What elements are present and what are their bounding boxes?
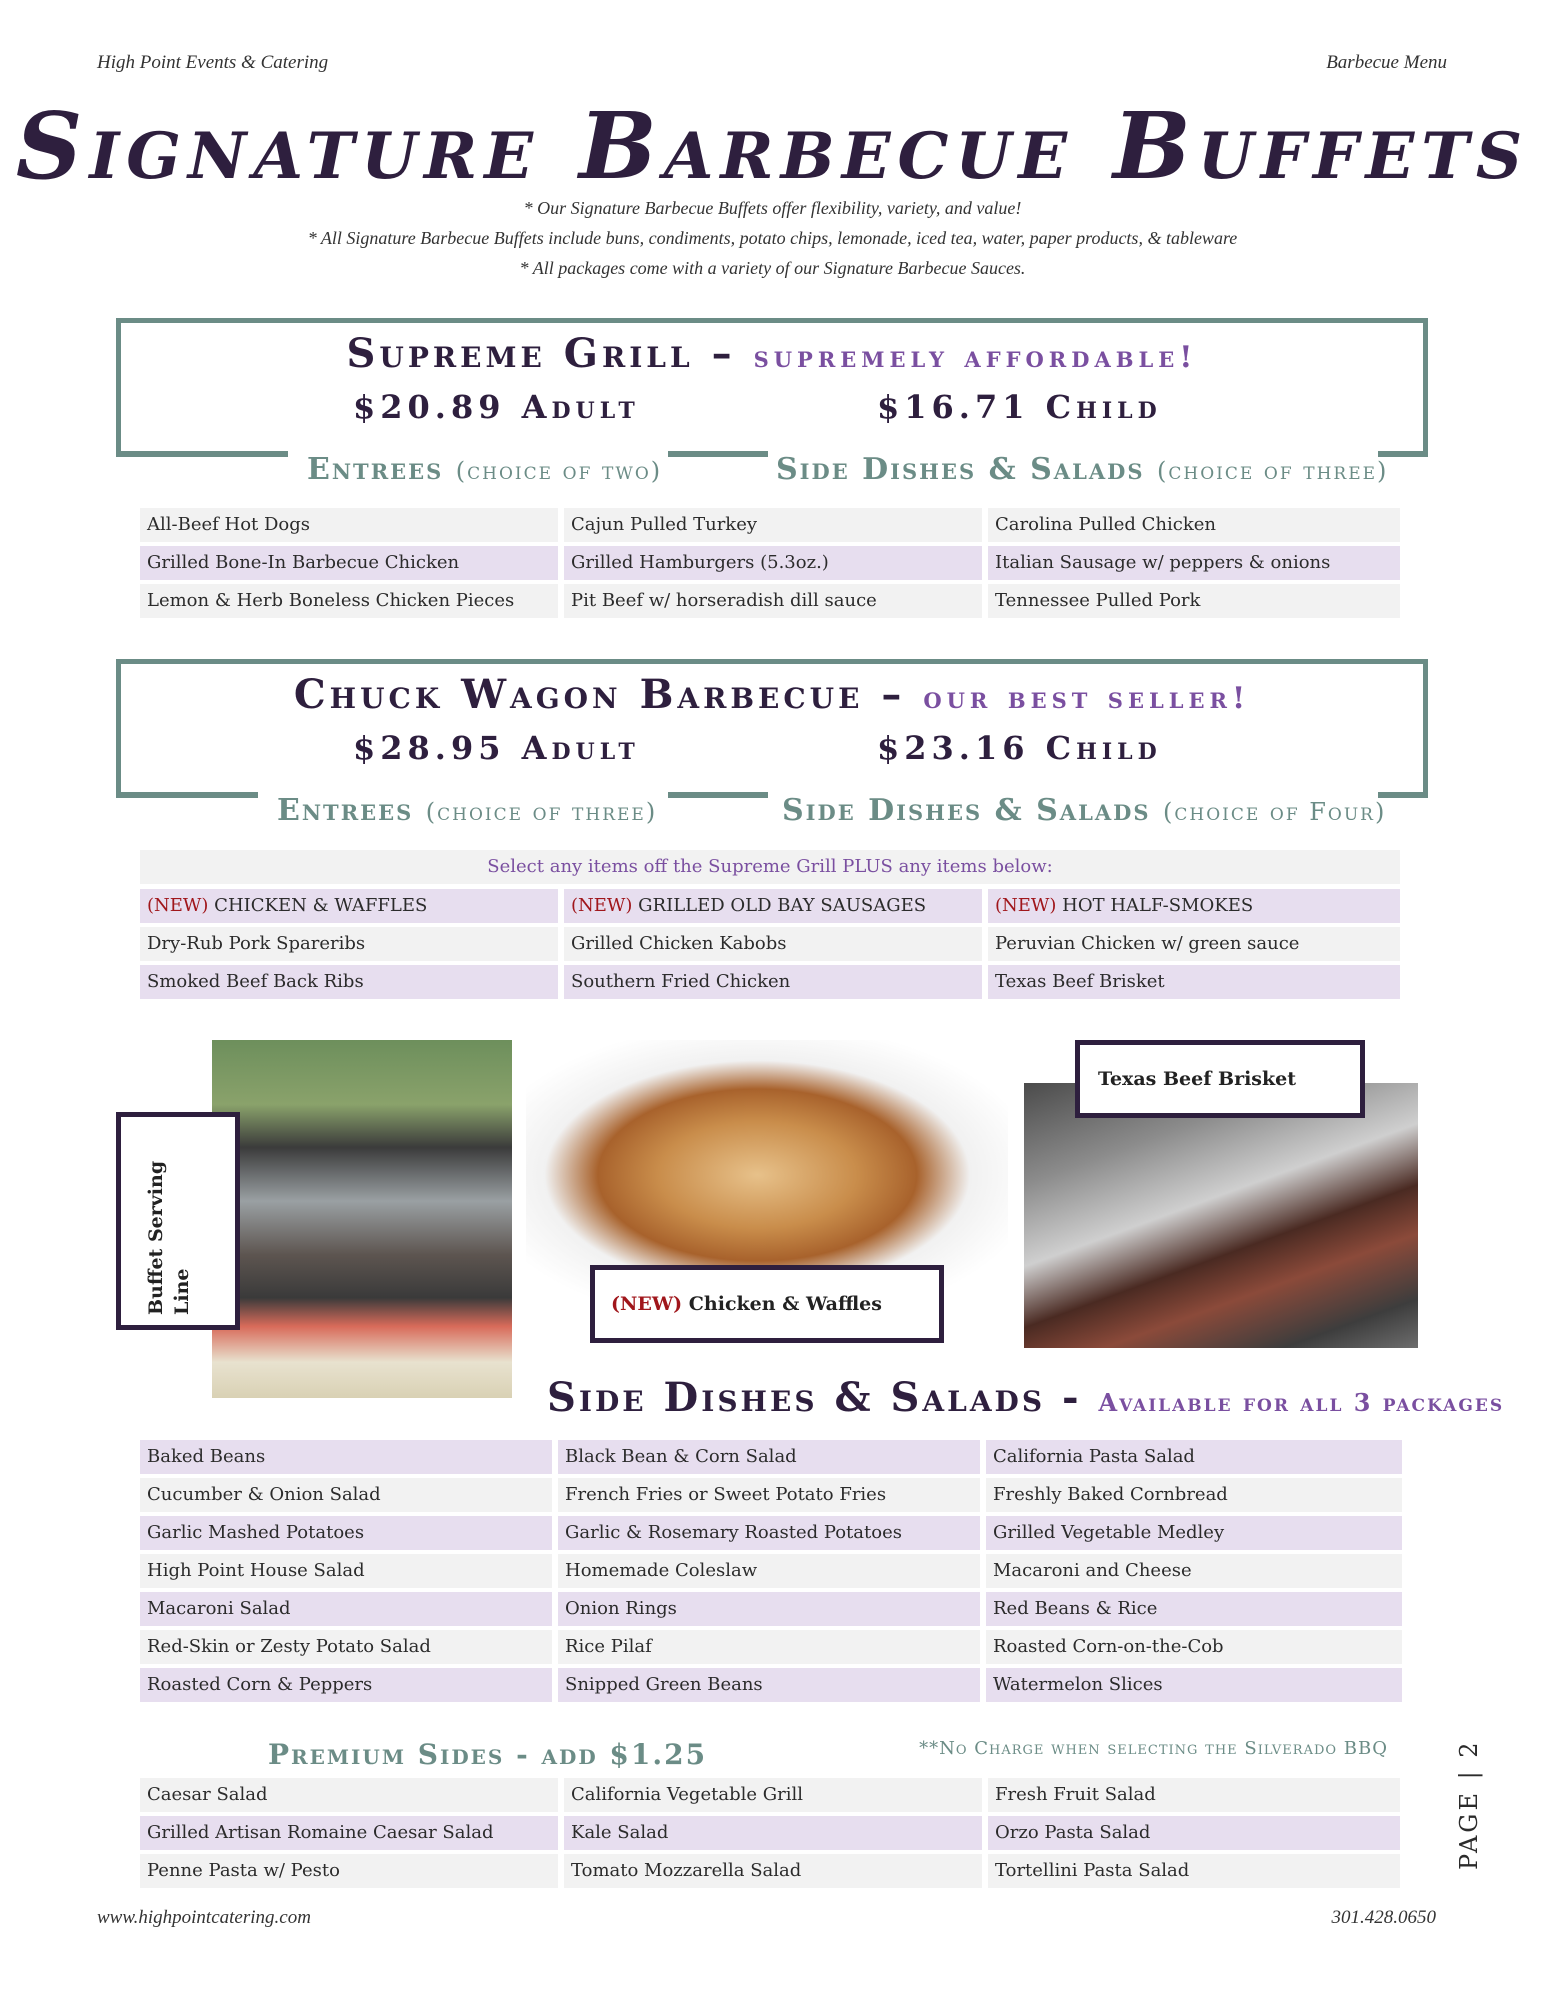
- package-tagline: supremely affordable!: [753, 340, 1198, 375]
- page-number: PAGE | 2: [1455, 1739, 1483, 1870]
- side-item: Freshly Baked Cornbread: [986, 1478, 1402, 1512]
- side-item: Macaroni Salad: [140, 1592, 552, 1626]
- side-item: Roasted Corn-on-the-Cob: [986, 1630, 1402, 1664]
- side-item: Cucumber & Onion Salad: [140, 1478, 552, 1512]
- package-tagline: our best seller!: [923, 681, 1251, 716]
- buffet-photo-caption: [116, 1112, 240, 1330]
- menu-item: Texas Beef Brisket: [988, 965, 1400, 999]
- sides-items-grid: [140, 1440, 1402, 1702]
- menu-item: Pit Beef w/ horseradish dill sauce: [564, 584, 982, 618]
- side-item: Red-Skin or Zesty Potato Salad: [140, 1630, 552, 1664]
- header-company: High Point Events & Catering: [97, 52, 329, 73]
- supreme-entrees-heading: [307, 452, 662, 487]
- menu-item: Cajun Pulled Turkey: [564, 508, 982, 542]
- sides-label: Side Dishes & Salads: [782, 793, 1151, 828]
- entrees-choice: (choice of three): [425, 798, 658, 826]
- new-tag: (NEW): [611, 1293, 683, 1315]
- menu-item-new: [988, 889, 1400, 923]
- chuck-child-price: $23.16 Child: [877, 729, 1162, 767]
- package-name: Supreme Grill: [346, 330, 694, 377]
- menu-item: Southern Fried Chicken: [564, 965, 982, 999]
- note-line: * All Signature Barbecue Buffets include buns, condiments, potato chips, lemonade, iced tea, water, paper products, & tableware: [307, 228, 1238, 248]
- side-item: California Pasta Salad: [986, 1440, 1402, 1474]
- header-menu-name: Barbecue Menu: [1326, 52, 1447, 73]
- frame-segment: [116, 451, 288, 457]
- premium-item: Tortellini Pasta Salad: [988, 1854, 1400, 1888]
- menu-item-new: [564, 889, 982, 923]
- supreme-child-price: $16.71 Child: [877, 388, 1162, 426]
- side-item: Macaroni and Cheese: [986, 1554, 1402, 1588]
- menu-item: Grilled Chicken Kabobs: [564, 927, 982, 961]
- brisket-photo-caption: [1075, 1040, 1365, 1118]
- entrees-label: Entrees: [277, 793, 414, 828]
- page-title: Signature Barbecue Buffets: [15, 92, 1530, 200]
- chuck-entrees-heading: [277, 793, 657, 828]
- side-item: Grilled Vegetable Medley: [986, 1516, 1402, 1550]
- side-item: French Fries or Sweet Potato Fries: [558, 1478, 980, 1512]
- menu-item: Smoked Beef Back Ribs: [140, 965, 558, 999]
- new-tag: (NEW): [147, 895, 209, 916]
- chuck-promo-line: Select any items off the Supreme Grill PLUS any items below:: [140, 850, 1400, 884]
- side-item: Onion Rings: [558, 1592, 980, 1626]
- supreme-sides-heading: [776, 452, 1388, 487]
- chuck-title: [116, 671, 1428, 718]
- title-dash: –: [711, 330, 736, 377]
- premium-item: Kale Salad: [564, 1816, 982, 1850]
- side-item: Red Beans & Rice: [986, 1592, 1402, 1626]
- sides-title: [547, 1374, 1504, 1421]
- premium-sides-note: **No Charge when selecting the Silverado BBQ: [919, 1738, 1388, 1759]
- menu-item: Carolina Pulled Chicken: [988, 508, 1400, 542]
- new-tag: (NEW): [995, 895, 1057, 916]
- side-item: Garlic & Rosemary Roasted Potatoes: [558, 1516, 980, 1550]
- side-item: Black Bean & Corn Salad: [558, 1440, 980, 1474]
- new-item-name: CHICKEN & WAFFLES: [214, 895, 428, 916]
- premium-item: Orzo Pasta Salad: [988, 1816, 1400, 1850]
- premium-item: Caesar Salad: [140, 1778, 558, 1812]
- side-item: Baked Beans: [140, 1440, 552, 1474]
- frame-segment: [116, 792, 258, 798]
- premium-item: Tomato Mozzarella Salad: [564, 1854, 982, 1888]
- supreme-adult-price: $20.89 Adult: [353, 388, 640, 426]
- caption-text: Texas Beef Brisket: [1098, 1068, 1297, 1090]
- footer-website: www.highpointcatering.com: [97, 1907, 311, 1928]
- menu-item: Italian Sausage w/ peppers & onions: [988, 546, 1400, 580]
- chuck-sides-heading: [782, 793, 1386, 828]
- intro-notes: [0, 193, 1545, 283]
- sides-label: Side Dishes & Salads: [776, 452, 1145, 487]
- frame-segment: [668, 451, 768, 457]
- supreme-title: [116, 330, 1428, 377]
- entrees-label: Entrees: [307, 452, 444, 487]
- sides-heading: Side Dishes & Salads: [547, 1374, 1046, 1421]
- menu-item: Lemon & Herb Boneless Chicken Pieces: [140, 584, 558, 618]
- side-item: Roasted Corn & Peppers: [140, 1668, 552, 1702]
- premium-item: Fresh Fruit Salad: [988, 1778, 1400, 1812]
- menu-item-new: [140, 889, 558, 923]
- new-item-name: GRILLED OLD BAY SAUSAGES: [638, 895, 927, 916]
- menu-item: Grilled Bone-In Barbecue Chicken: [140, 546, 558, 580]
- side-item: Snipped Green Beans: [558, 1668, 980, 1702]
- menu-item: Grilled Hamburgers (5.3oz.): [564, 546, 982, 580]
- supreme-items-grid: [140, 508, 1400, 618]
- brisket-photo: [1024, 1083, 1418, 1348]
- caption-text: Buffet Serving Line: [145, 1160, 193, 1315]
- new-item-name: HOT HALF-SMOKES: [1062, 895, 1254, 916]
- entrees-choice: (choice of two): [455, 457, 663, 485]
- new-tag: (NEW): [571, 895, 633, 916]
- chuck-adult-price: $28.95 Adult: [353, 729, 640, 767]
- premium-items-grid: [140, 1778, 1400, 1888]
- premium-item: Penne Pasta w/ Pesto: [140, 1854, 558, 1888]
- caption-text: Chicken & Waffles: [688, 1293, 882, 1315]
- menu-item: Peruvian Chicken w/ green sauce: [988, 927, 1400, 961]
- side-item: Watermelon Slices: [986, 1668, 1402, 1702]
- waffle-photo-caption: [590, 1265, 944, 1343]
- sides-choice: (choice of Four): [1163, 798, 1387, 826]
- side-item: Rice Pilaf: [558, 1630, 980, 1664]
- sides-choice: (choice of three): [1157, 457, 1389, 485]
- frame-segment: [668, 792, 768, 798]
- side-item: Homemade Coleslaw: [558, 1554, 980, 1588]
- premium-item: California Vegetable Grill: [564, 1778, 982, 1812]
- note-line: * Our Signature Barbecue Buffets offer flexibility, variety, and value!: [523, 198, 1022, 218]
- sides-tagline: Available for all 3 packages: [1098, 1388, 1505, 1417]
- side-item: Garlic Mashed Potatoes: [140, 1516, 552, 1550]
- premium-item: Grilled Artisan Romaine Caesar Salad: [140, 1816, 558, 1850]
- buffet-photo: [212, 1040, 512, 1398]
- package-name: Chuck Wagon Barbecue: [293, 671, 864, 718]
- menu-item: All-Beef Hot Dogs: [140, 508, 558, 542]
- menu-item: Tennessee Pulled Pork: [988, 584, 1400, 618]
- footer-phone: 301.428.0650: [1331, 1907, 1436, 1928]
- note-line: * All packages come with a variety of our Signature Barbecue Sauces.: [519, 258, 1026, 278]
- chuck-items-grid: [140, 889, 1400, 999]
- title-dash: -: [1061, 1374, 1082, 1421]
- menu-item: Dry-Rub Pork Spareribs: [140, 927, 558, 961]
- side-item: High Point House Salad: [140, 1554, 552, 1588]
- premium-sides-title: Premium Sides - add $1.25: [268, 1738, 708, 1771]
- title-dash: –: [881, 671, 906, 718]
